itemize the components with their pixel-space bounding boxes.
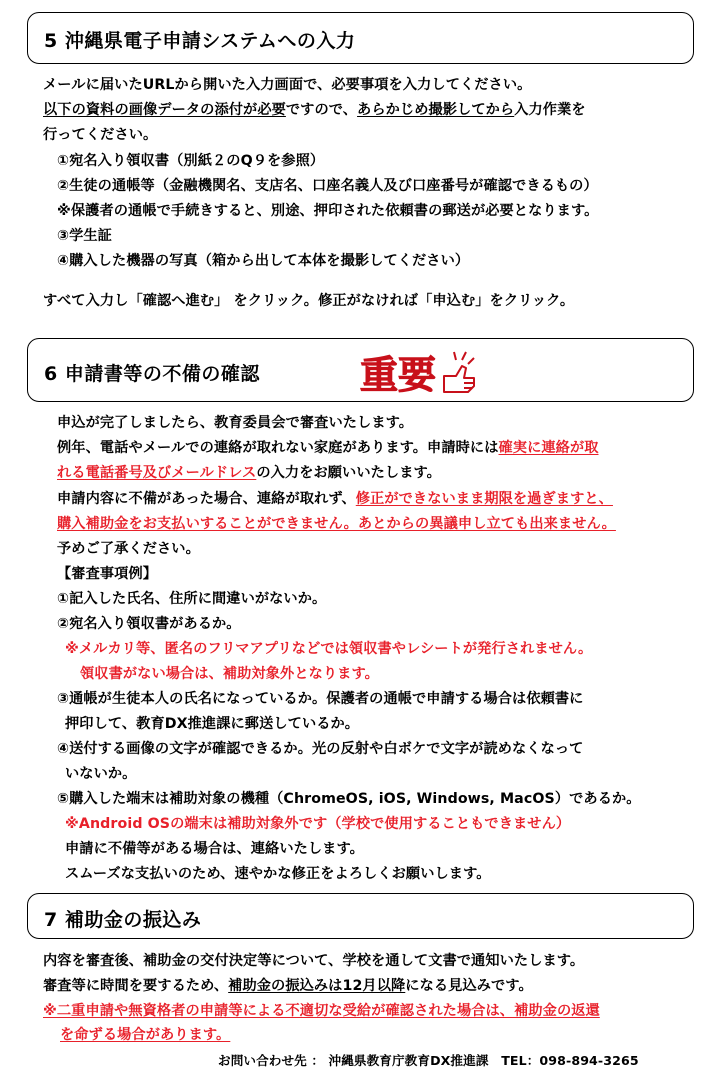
section5-paragraph-3: 行ってください。 [43, 127, 158, 143]
section7-line-2 [43, 975, 533, 995]
text-span: 審査等に時間を要するため、 [43, 978, 229, 994]
review-item-4: ④送付する画像の文字が確認できるか。光の反射や白ボケで文字が読めなくなって [57, 741, 584, 757]
text-span: の入力をお願いいたします。 [256, 465, 441, 481]
section7-warning-1: ※二重申請や無資格者の申請等による不適切な受給が確認された場合は、補助金の返還 [43, 1003, 600, 1019]
section5-paragraph-2 [43, 99, 586, 119]
required-item-2-note: ※保護者の通帳で手続きすると、別途、押印された依頼書の郵送が必要となります。 [57, 203, 599, 219]
section7-warning-2: を命ずる場合があります。 [60, 1027, 231, 1043]
section6-line-6: 予めご了承ください。 [57, 541, 200, 557]
review-item-5: ⑤購入した端末は補助対象の機種（ChromeOS, iOS, Windows, MacOS）であるか。 [57, 791, 641, 807]
transfer-timing-text: 補助金の振込みは12月以降 [228, 978, 406, 994]
review-item-4-cont: いないか。 [65, 766, 137, 782]
important-badge-text: 重要 [360, 352, 437, 397]
required-item-2: ②生徒の通帳等（金融機関名、支店名、口座名義人及び口座番号が確認できるもの） [57, 178, 598, 194]
required-item-4: ④購入した機器の写真（箱から出して本体を撮影してください） [57, 253, 470, 269]
section6-line-4 [57, 488, 613, 508]
important-badge [360, 348, 490, 398]
required-item-1: ①宛名入り領収書（別紙２のQ９を参照） [57, 153, 325, 169]
section5-title: 5 沖縄県電子申請システムへの入力 [44, 30, 356, 52]
section6-title: 6 申請書等の不備の確認 [44, 363, 260, 385]
text-span: 申請内容に不備があった場合、連絡が取れず、 [57, 491, 356, 507]
thumbs-up-hand-icon [444, 352, 474, 392]
contact-footer: お問い合わせ先 ： 沖縄県教育庁教育DX推進課 TEL：098-894-3265 [218, 1053, 639, 1068]
photograph-beforehand-text: あらかじめ撮影してから [357, 102, 515, 118]
review-item-1: ①記入した氏名、住所に間違いがないか。 [57, 591, 327, 607]
section6-line-1: 申込が完了しましたら、教育委員会で審査いたします。 [57, 415, 414, 431]
android-note: ※Android OSの端末は補助対象外です（学校で使用することもできません） [65, 816, 571, 832]
smooth-payment-note: スムーズな支払いのため、速やかな修正をよろしくお願いします。 [65, 866, 491, 882]
reliable-contact-text: 確実に連絡が取 [498, 440, 599, 456]
section5-paragraph-1: メールに届いたURLから開いた入力画面で、必要事項を入力してください。 [43, 77, 532, 93]
phone-email-text: れる電話番号及びメールドレス [57, 465, 257, 481]
section6-line-3 [57, 462, 441, 482]
attachment-required-text: 以下の資料の画像データの添付が必要 [43, 102, 286, 118]
deadline-warning-text: 修正ができないまま期限を過ぎますと、 [355, 491, 613, 507]
review-item-2-note-2: 領収書がない場合は、補助対象外となります。 [80, 666, 379, 682]
section7-line-1: 内容を審査後、補助金の交付決定等について、学校を通して文書で通知いたします。 [43, 953, 585, 969]
review-item-2: ②宛名入り領収書があるか。 [57, 616, 241, 632]
contact-note: 申請に不備等がある場合は、連絡いたします。 [65, 841, 364, 857]
section6-line-5: 購入補助金をお支払いすることができません。あとからの異議申し立ても出来ません。 [57, 516, 616, 532]
review-item-3-cont: 押印して、教育DX推進課に郵送しているか。 [65, 716, 360, 732]
section5-footer: すべて入力し「確認へ進む」 をクリック。修正がなければ「申込む」をクリック。 [43, 293, 575, 309]
required-item-3: ③学生証 [57, 228, 112, 244]
section6-line-2 [57, 437, 599, 457]
section7-title: 7 補助金の振込み [44, 909, 202, 931]
section5-header [27, 12, 694, 64]
text-span: ですので、 [285, 102, 358, 118]
text-span: 例年、電話やメールでの連絡が取れない家庭があります。申請時には [57, 440, 499, 456]
review-item-3: ③通帳が生徒本人の氏名になっているか。保護者の通帳で申請する場合は依頼書に [57, 691, 584, 707]
section7-header [27, 893, 694, 939]
review-items-heading: 【審査事項例】 [57, 566, 158, 582]
review-item-2-note-1: ※メルカリ等、匿名のフリマアプリなどでは領収書やレシートが発行されません。 [65, 641, 593, 657]
text-span: になる見込みです。 [405, 978, 533, 994]
text-span: 入力作業を [514, 102, 586, 118]
